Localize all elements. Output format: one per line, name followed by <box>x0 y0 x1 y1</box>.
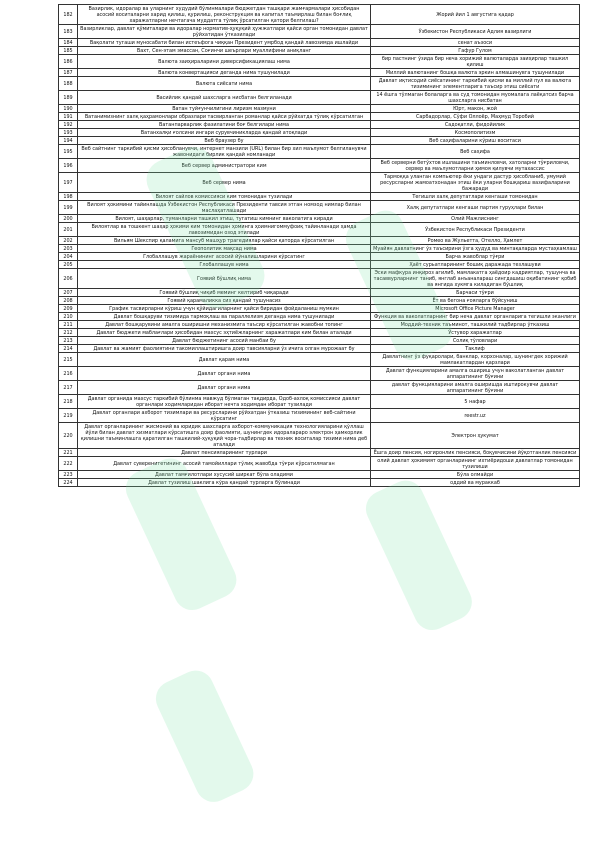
row-number: 201 <box>59 223 78 237</box>
table-row <box>59 479 580 487</box>
table-row <box>59 395 580 409</box>
answer-cell: 5 нафар <box>371 395 580 409</box>
row-number: 192 <box>59 121 78 129</box>
table-row <box>59 77 580 91</box>
question-cell: График тасвирларни кўриш учун қўйидагиларнинг қайси биридан фойдаланиш мумкин <box>78 305 371 313</box>
question-cell: Давлат органида махсус таркибий бўлинма мавжуд бўлмаган тақдирда, Одоб-ахлоқ комиссияси давлат органлари ходимларидан иборат нечта ходимдан иборат тузилади <box>78 395 371 409</box>
question-cell: Давлат бошқарувини амалга оширишни механизмига таъсир кўрсатилган жавобни топинг <box>78 321 371 329</box>
row-number: 199 <box>59 201 78 215</box>
answer-cell: оддий ва мураккаб <box>371 479 580 487</box>
question-cell: Вилоят сайлов комиссияси ким томонидан тузилади <box>78 193 371 201</box>
question-cell: Ватан туйғунчилигини лиризм мазмуни <box>78 105 371 113</box>
answer-cell: Барчаси тўғри <box>371 289 580 297</box>
row-number: 223 <box>59 471 78 479</box>
document-table-sheet <box>58 4 576 487</box>
row-number: 221 <box>59 449 78 457</box>
question-cell: Давлат пенсияларининг турлари <box>78 449 371 457</box>
row-number: 184 <box>59 39 78 47</box>
watermark-logo-icon <box>150 665 259 808</box>
table-row <box>59 129 580 137</box>
answer-cell: Барча жавоблар тўғри <box>371 253 580 261</box>
row-number: 198 <box>59 193 78 201</box>
table-row <box>59 5 580 25</box>
row-number: 186 <box>59 55 78 69</box>
answer-cell: Давлат иқтисодий сиёсатининг таркибий қисми ва миллий пул ва валюта тизимининг элементларига таъсир этиш сиёсати <box>371 77 580 91</box>
row-number: 194 <box>59 137 78 145</box>
table-row <box>59 297 580 305</box>
question-cell: Вақолати тугаши муносабати билан истеъфога чиққан Президент умрбод қандай лавозимда ишлайди <box>78 39 371 47</box>
row-number: 214 <box>59 345 78 353</box>
question-cell: Вильям Шекспир қаламига мансуб машҳур трагедиялар қайси қаторда кўрсатилган <box>78 237 371 245</box>
answer-cell: Моддий-техник таъминот, ташкилий тадбирлар ўтказиш <box>371 321 580 329</box>
row-number: 212 <box>59 329 78 337</box>
question-cell: Валюта заиҳираларини диверсификациялаш нима <box>78 55 371 69</box>
row-number: 209 <box>59 305 78 313</box>
answer-cell: Веб саҳифа <box>371 145 580 159</box>
row-number: 216 <box>59 367 78 381</box>
table-row <box>59 305 580 313</box>
answer-cell: Эски мафкура инқироз агилиб, мамлакатга ҳаёдоир кадриятлар, тушунча ва тасаввурларнинг таниб, янглаб анъаналараш сингдашиш оқибатининг қобиб ва янгида хукмга киладиган бўшлиқ <box>371 269 580 289</box>
question-cell: Давлат бошқаруви тизимида тармоқлаш ва параллелизм деганда нима тушунилади <box>78 313 371 321</box>
question-cell: Гоявий бўшлиқ чиқиб меминг келтириб чиқаради <box>78 289 371 297</box>
row-number: 187 <box>59 69 78 77</box>
table-row <box>59 253 580 261</box>
question-cell: Давлат ва жамият фаолиятини такомиллаштиришга доир тавсияларни ўз ичига олган мурожаат бу <box>78 345 371 353</box>
row-number: 190 <box>59 105 78 113</box>
question-cell: Давлат қарам нима <box>78 353 371 367</box>
answer-cell: Ҳаёт сурьатларининг бошиқ даражада тезлашуви <box>371 261 580 269</box>
answer-cell: Миллий валютанинг бошқа валюта эркин алмашинувга тушунилади <box>371 69 580 77</box>
row-number: 208 <box>59 297 78 305</box>
table-row <box>59 193 580 201</box>
answer-cell: Тегишли халқ депутатлари кенгаши томонидан <box>371 193 580 201</box>
question-cell: Давлат бюджетининг асосий манбаи бу <box>78 337 371 345</box>
question-cell: Давлат бюджети маблағлари ҳисобидан махсус эҳтиёжларнинг харажатлари ким билан аталади <box>78 329 371 337</box>
answer-cell: Гафур Гулом <box>371 47 580 55</box>
table-row <box>59 329 580 337</box>
row-number: 193 <box>59 129 78 137</box>
table-row <box>59 269 580 289</box>
table-row <box>59 449 580 457</box>
question-cell: Глобаллашув нима <box>78 261 371 269</box>
question-cell: Давлат суверенитетининг асосий тамойиллари тўлиқ жавобда тўғри кўрсатилмаган <box>78 457 371 471</box>
answer-cell: Давлатнинг ўз фуқаролари, банклар, корхоналар, шунингдек хорижий мамлакатлардан қарзлари <box>371 353 580 367</box>
table-row <box>59 245 580 253</box>
table-row <box>59 321 580 329</box>
table-row <box>59 457 580 471</box>
table-row <box>59 159 580 173</box>
row-number: 196 <box>59 159 78 173</box>
row-number: 217 <box>59 381 78 395</box>
row-number: 206 <box>59 269 78 289</box>
table-row <box>59 345 580 353</box>
row-number: 202 <box>59 237 78 245</box>
table-row <box>59 215 580 223</box>
table-row <box>59 313 580 321</box>
answer-cell: олий давлат ҳокимият органларининг ихтиёридоши давлатлар томонидан тузилиши <box>371 457 580 471</box>
row-number: 210 <box>59 313 78 321</box>
table-row <box>59 113 580 121</box>
table-row <box>59 91 580 105</box>
row-number: 224 <box>59 479 78 487</box>
answer-cell: Таклиф <box>371 345 580 353</box>
answer-cell: Олий Мажлиснинг <box>371 215 580 223</box>
row-number: 211 <box>59 321 78 329</box>
answer-cell: Бўла олмайди <box>371 471 580 479</box>
row-number: 213 <box>59 337 78 345</box>
question-cell: Ватанхалқи ғолсини ингари сурувчиникларда қандай атоқлади <box>78 129 371 137</box>
row-number: 185 <box>59 47 78 55</box>
row-number: 183 <box>59 25 78 39</box>
row-number: 207 <box>59 289 78 297</box>
answer-cell: Электрон ҳукумат <box>371 423 580 449</box>
table-row <box>59 471 580 479</box>
table-row <box>59 289 580 297</box>
row-number: 197 <box>59 173 78 193</box>
row-number: 222 <box>59 457 78 471</box>
table-row <box>59 223 580 237</box>
question-cell: Веб сервер нима <box>78 173 371 193</box>
row-number: 204 <box>59 253 78 261</box>
row-number: 220 <box>59 423 78 449</box>
table-row <box>59 105 580 113</box>
question-cell: Вилоят, шаҳарлар, туманларни ташкил этиш, тугатиш кимнинг ваколатига киради <box>78 215 371 223</box>
row-number: 215 <box>59 353 78 367</box>
answer-cell: Ёт ва бегона ғояларга бўйсуниш <box>371 297 580 305</box>
table-row <box>59 423 580 449</box>
question-cell: Давлат органи нима <box>78 367 371 381</box>
table-row <box>59 121 580 129</box>
question-cell: Ватанпарварлик фазилатини боғ белгилари нима <box>78 121 371 129</box>
answer-cell: Ромео ва Жульетта, Отелло, Ҳамлет <box>371 237 580 245</box>
question-cell: Валюта конвертацияси деганда нима тушунилади <box>78 69 371 77</box>
question-cell: Валюта сиёсати нима <box>78 77 371 91</box>
answer-cell: Давлат функцияларини амалга ошириш учун ваколатланган давлат аппаратининг бўғини <box>371 367 580 381</box>
question-cell: Веб браузер бу <box>78 137 371 145</box>
question-cell: Вазирлик, идоралар ва уларнинг худудий бўлинмалари бюджетдан ташқари жамғармалари ҳисобидан асосий воситаларни харид қилиш, қурилиш, реконструкция ва капитал таъмирлаш билан боғлиқ харажатларни нечтагача муддатга тўлиқ ўрсатилган қатори белгилаш? <box>78 5 371 25</box>
answer-cell: Веб серверни бетўхтов ишлашини таъминловчи, хатоларни тўғриловчи, сервер ва маълумотларни ҳимоя қилувчи мутахассис <box>371 159 580 173</box>
answer-cell: 14 ёшга тўлмаган болаларга ва суд томонидан муомалага лаёқатсиз барча шахсларга нисбатан <box>371 91 580 105</box>
answer-cell: Космополитизм <box>371 129 580 137</box>
answer-cell: Муайян давлатнинг ўз таъсирини ўзга ҳудуд ва минтақаларда мустаҳкамлаш <box>371 245 580 253</box>
row-number: 218 <box>59 395 78 409</box>
question-cell: Гоявий қарамаликка сиз қандай тушунасиз <box>78 297 371 305</box>
table-row <box>59 25 580 39</box>
answer-cell: Жорий йил 1 августига қадар <box>371 5 580 25</box>
row-number: 191 <box>59 113 78 121</box>
row-number: 219 <box>59 409 78 423</box>
question-cell: Давлат органи нима <box>78 381 371 395</box>
question-cell: Вилоятлар ва тошкент шаҳар ҳокими ким томонидан ҳоминга ҳоимнигоммуфоиқ тайинланади ҳамда лавозимидан озод этилади <box>78 223 371 237</box>
answer-cell: Ўстувор харажатлар <box>371 329 580 337</box>
answer-cell: Сарбадорлар, Сўфи Оллоёр, Маҳмуд Торобий <box>371 113 580 121</box>
answer-cell: Юрт, макон, жой <box>371 105 580 113</box>
table-row <box>59 337 580 345</box>
row-number: 182 <box>59 5 78 25</box>
table-row <box>59 367 580 381</box>
row-number: 200 <box>59 215 78 223</box>
table-row <box>59 237 580 245</box>
question-cell: Вилоят ҳокимини тайинлашда Ўзбекистон Республикаси Президенти тавсия этган номзод нимлар билан маслаҳатлашади <box>78 201 371 215</box>
question-cell: Геополитик мақсад нима <box>78 245 371 253</box>
answer-cell: Солиқ тўловлари <box>371 337 580 345</box>
qa-table-body <box>59 5 580 487</box>
qa-table <box>58 4 580 487</box>
question-cell: Веб сайтнинг таркибий қисми ҳисобланувчи, интернет манзили (URL) билан бир хил маълумот белгиланувчи жавонидаги бирлик қандай номланади <box>78 145 371 159</box>
question-cell: Давлат органлари ахборот тизимлари ва ресурсларини рўйхатдан ўтказиш тизимининг веб-сайтини кўрсатинг <box>78 409 371 423</box>
answer-cell: Тармоққа уланган компьютер ёки ундаги дастур ҳисобланиб, умумий ресурсларни жамоатхонадан этиш ёки уларни бошқариш вазифаларини бажаради <box>371 173 580 193</box>
answer-cell: Функция ва ваколатларнинг бир неча давлат органларига тегишли эканлиги <box>371 313 580 321</box>
answer-cell: давлат функцияларини амалга оширишда иштирокувчи давлат аппаратининг бўғини <box>371 381 580 395</box>
answer-cell: Садоқатли, фидойилик <box>371 121 580 129</box>
table-row <box>59 381 580 395</box>
row-number: 205 <box>59 261 78 269</box>
answer-cell: сенат аъзоси <box>371 39 580 47</box>
answer-cell: Веб саҳифаларини кўриш воситаси <box>371 137 580 145</box>
table-row <box>59 47 580 55</box>
table-row <box>59 55 580 69</box>
table-row <box>59 39 580 47</box>
answer-cell: бир пастнинг ўзида бир неча хорижий валюталарда заиҳирлар ташкил қилиш <box>371 55 580 69</box>
table-row <box>59 409 580 423</box>
table-row <box>59 137 580 145</box>
table-row <box>59 201 580 215</box>
table-row <box>59 261 580 269</box>
table-row <box>59 145 580 159</box>
row-number: 189 <box>59 91 78 105</box>
table-row <box>59 173 580 193</box>
table-row <box>59 353 580 367</box>
question-cell: Гоявий бўшлиқ нима <box>78 269 371 289</box>
row-number: 195 <box>59 145 78 159</box>
question-cell: Вазирликлар, давлат қўмиталари ва идоралар норматив-ҳуқуқий ҳужжатлари қайси орган томонидан давлат рўйхатидан ўтказилади <box>78 25 371 39</box>
row-number: 203 <box>59 245 78 253</box>
answer-cell: Ёшга доир пенсия, ногиронлик пенсияси, боқувчисини йўқотганлик пенсияси <box>371 449 580 457</box>
question-cell: Глобаллашув жараёнининг асосий йўналишларини кўрсатинг <box>78 253 371 261</box>
question-cell: Давлат тамғилотлари хусусий ширкат бўла оладими <box>78 471 371 479</box>
answer-cell: Ўзбекистон Республикаси Адлия вазирлиги <box>371 25 580 39</box>
question-cell: Васийлик қандай шахсларга нисбатан белгиланади <box>78 91 371 105</box>
answer-cell: Ўзбекистон Республикаси Президенти <box>371 223 580 237</box>
watermark-logo-icon <box>360 475 478 636</box>
answer-cell: reestr.uz <box>371 409 580 423</box>
question-cell: Ватанимизнинг халқ қаҳрамонлари образлари тасвирланган романлар қайси рўйхатда тўлиқ кўрсатилган <box>78 113 371 121</box>
row-number: 188 <box>59 77 78 91</box>
answer-cell: Халқ депутатлари кенгаши партия гуруҳлари билан <box>371 201 580 215</box>
question-cell: Вахт, Сен-этам эмассан, Соғинчи шеърлари муаллифини аниқланг <box>78 47 371 55</box>
question-cell: Давлат тузилиш шаклига кўра қандай турларга бўлинади <box>78 479 371 487</box>
table-row <box>59 69 580 77</box>
question-cell: Давлат органларининг жисмоний ва юридик шахсларга ахборот-коммуникация технологияларини қўллаш йўли билан давлат хизматлари кўрсатишга доир фаолияти, шунингдек идоралараро электрон ҳамкорлик қилишни таъминлашга қаратилган ташкилий-ҳуқуқий чора-тадбирлар ва техник воситалар тизими нима деб аталади <box>78 423 371 449</box>
answer-cell: Microsoft Office Picture Manager <box>371 305 580 313</box>
question-cell: Веб сервер администратори ким <box>78 159 371 173</box>
